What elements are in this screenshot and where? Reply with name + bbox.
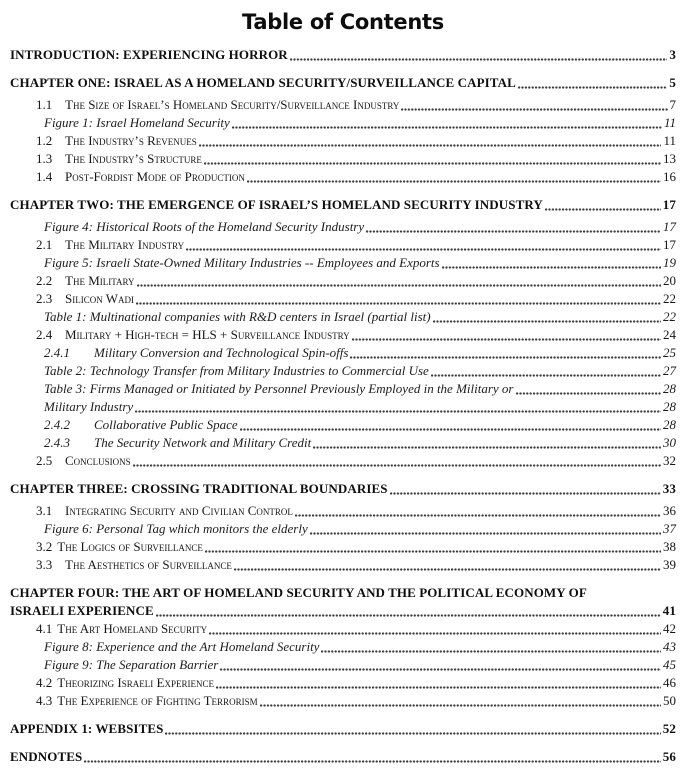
dot-leader: [204, 162, 661, 165]
dot-leader: [321, 650, 661, 653]
toc-entry-label: Collaborative Public Space: [94, 417, 238, 432]
toc-entry-number: 2.1: [36, 237, 53, 252]
dot-leader: [247, 180, 661, 183]
toc-page-number: 28: [663, 399, 676, 414]
dot-leader: [350, 356, 661, 359]
toc-entry: [10, 380, 676, 398]
toc-entry: [10, 674, 676, 692]
toc-entry-number: 1.3: [36, 151, 53, 166]
dot-leader: [234, 568, 661, 571]
toc-entry: [10, 272, 676, 290]
toc-entry: [10, 452, 676, 470]
toc-page-number: 30: [663, 435, 676, 450]
dot-leader: [84, 760, 660, 763]
dot-leader: [220, 668, 661, 671]
dot-leader: [136, 302, 661, 305]
toc-entry-label: CHAPTER FOUR: THE ART OF HOMELAND SECURITY AND THE POLITICAL ECONOMY OF: [10, 585, 587, 600]
toc-entry-number: 2.3: [36, 291, 53, 306]
toc-entry: [10, 416, 676, 434]
toc-entry-number: 1.2: [36, 133, 53, 148]
toc-page-number: 37: [663, 521, 676, 536]
toc-entry-label: Figure 8: Experience and the Art Homeland Security: [44, 639, 320, 654]
dot-leader: [518, 86, 668, 89]
dot-leader: [313, 446, 661, 449]
toc-entry: [10, 720, 676, 738]
toc-entry-label: INTRODUCTION: EXPERIENCING HORROR: [10, 47, 288, 62]
toc-entry: [10, 218, 676, 236]
toc-entry-number: 2.4.1: [44, 345, 70, 360]
toc-page-number: 52: [662, 721, 676, 736]
toc-entry-label: The Military: [65, 273, 135, 288]
toc-page-number: 28: [663, 417, 676, 432]
dot-leader: [186, 248, 661, 251]
toc-page-number: 42: [663, 621, 676, 636]
toc-page-number: 46: [663, 675, 676, 690]
toc-entry-label: The Art Homeland Security: [57, 621, 208, 636]
toc-entry-number: 2.4.2: [44, 417, 70, 432]
toc-entry: [10, 168, 676, 186]
toc-page-number: 43: [663, 639, 676, 654]
toc-entry-label: Silicon Wadi: [65, 291, 135, 306]
dot-leader: [240, 428, 661, 431]
toc-entry-number: 2.4.3: [44, 435, 70, 450]
dot-leader: [260, 704, 661, 707]
toc-page-number: 3: [669, 47, 676, 62]
toc-page-number: 17: [663, 237, 676, 252]
toc-entry-label: Post-Fordist Mode of Production: [65, 169, 245, 184]
toc-entry-label: The Industry’s Structure: [65, 151, 202, 166]
toc-entry-label: ENDNOTES: [10, 749, 83, 764]
dot-leader: [310, 532, 661, 535]
toc-entry-number: 2.4: [36, 327, 53, 342]
dot-leader: [442, 266, 661, 269]
dot-leader: [156, 614, 661, 617]
toc-entry: [10, 656, 676, 674]
toc-entry-number: 1.4: [36, 169, 53, 184]
toc-page-number: 39: [663, 557, 676, 572]
toc-page-number: 38: [663, 539, 676, 554]
table-of-contents: [10, 46, 676, 766]
toc-entry-number: 1.1: [36, 97, 53, 112]
toc-entry-number: 4.2: [36, 675, 53, 690]
dot-leader: [352, 338, 661, 341]
toc-entry-label: Military Industry: [44, 399, 134, 414]
toc-entry-label: Figure 9: The Separation Barrier: [44, 657, 219, 672]
toc-entry: [10, 556, 676, 574]
toc-entry-label: Table 3: Firms Managed or Initiated by Personnel Previously Employed in the Military or: [44, 381, 514, 396]
toc-entry: [10, 398, 676, 416]
toc-entry-label: Figure 6: Personal Tag which monitors the elderly: [44, 521, 308, 536]
toc-entry: [10, 114, 676, 132]
toc-entry-label: The Industry’s Revenues: [65, 133, 197, 148]
toc-entry: [10, 584, 676, 602]
page-title: Table of Contents: [242, 10, 444, 34]
toc-entry-label: The Aesthetics of Surveillance: [65, 557, 232, 572]
dot-leader: [205, 550, 661, 553]
toc-entry-label: Figure 1: Israel Homeland Security: [44, 115, 230, 130]
toc-entry-label: Figure 5: Israeli State-Owned Military Industries -- Employees and Exports: [44, 255, 440, 270]
toc-entry: [10, 692, 676, 710]
toc-entry: [10, 150, 676, 168]
toc-entry: [10, 326, 676, 344]
dot-leader: [295, 514, 661, 517]
toc-entry: [10, 362, 676, 380]
toc-entry: [10, 290, 676, 308]
dot-leader: [290, 58, 668, 61]
toc-page-number: 41: [662, 603, 676, 618]
toc-entry: [10, 602, 676, 620]
toc-entry-label: The Logics of Surveillance: [57, 539, 203, 554]
toc-entry: [10, 132, 676, 150]
toc-page-number: 16: [663, 169, 676, 184]
toc-page-number: 7: [669, 97, 676, 112]
dot-leader: [366, 230, 661, 233]
toc-page-number: 17: [662, 197, 676, 212]
dot-leader: [431, 374, 661, 377]
toc-entry-label: The Size of Israel’s Homeland Security/Surveillance Industry: [65, 97, 400, 112]
toc-entry-label: Theorizing Israeli Experience: [57, 675, 214, 690]
toc-entry-label: Military Conversion and Technological Spin-offs: [94, 345, 349, 360]
dot-leader: [401, 108, 667, 111]
toc-entry-label: Military + High-tech = HLS + Surveillance Industry: [65, 327, 350, 342]
toc-entry-number: 3.1: [36, 503, 53, 518]
toc-entry: [10, 74, 676, 92]
toc-entry-label: The Security Network and Military Credit: [94, 435, 312, 450]
toc-entry-label: Integrating Security and Civilian Control: [65, 503, 293, 518]
toc-entry: [10, 96, 676, 114]
toc-entry: [10, 46, 676, 64]
dot-leader: [209, 632, 661, 635]
toc-entry: [10, 520, 676, 538]
toc-entry-number: 4.3: [36, 693, 53, 708]
dot-leader: [199, 144, 662, 147]
toc-entry-label: Table 2: Technology Transfer from Military Industries to Commercial Use: [44, 363, 429, 378]
toc-entry-label: Conclusions: [65, 453, 131, 468]
toc-entry: [10, 502, 676, 520]
toc-entry-label: ISRAELI EXPERIENCE: [10, 603, 154, 618]
toc-entry-label: CHAPTER THREE: CROSSING TRADITIONAL BOUNDARIES: [10, 481, 388, 496]
toc-page-number: 11: [663, 133, 676, 148]
toc-entry-label: Table 1: Multinational companies with R&D centers in Israel (partial list): [44, 309, 431, 324]
toc-entry-label: CHAPTER TWO: THE EMERGENCE OF ISRAEL’S HOMELAND SECURITY INDUSTRY: [10, 197, 543, 212]
dot-leader: [232, 126, 662, 129]
dot-leader: [390, 492, 661, 495]
toc-page-number: 50: [663, 693, 676, 708]
toc-entry: [10, 480, 676, 498]
toc-page-number: 33: [662, 481, 676, 496]
toc-entry-label: The Experience of Fighting Terrorism: [57, 693, 258, 708]
toc-entry-number: 3.3: [36, 557, 53, 572]
toc-page-number: 45: [663, 657, 676, 672]
toc-page-number: 17: [663, 219, 676, 234]
toc-entry: [10, 196, 676, 214]
toc-entry-label: APPENDIX 1: WEBSITES: [10, 721, 164, 736]
toc-page-number: 22: [663, 291, 676, 306]
toc-page-number: 22: [663, 309, 676, 324]
toc-entry-number: 2.5: [36, 453, 53, 468]
toc-page-number: 28: [663, 381, 676, 396]
toc-page-number: 36: [663, 503, 676, 518]
toc-page-number: 19: [663, 255, 676, 270]
toc-entry: [10, 236, 676, 254]
toc-page-number: 5: [669, 75, 676, 90]
toc-page-number: 25: [663, 345, 676, 360]
toc-entry: [10, 344, 676, 362]
toc-page-number: 56: [662, 749, 676, 764]
toc-entry-label: CHAPTER ONE: ISRAEL AS A HOMELAND SECURITY/SURVEILLANCE CAPITAL: [10, 75, 516, 90]
toc-entry: [10, 748, 676, 766]
toc-page-number: 11: [663, 115, 676, 130]
dot-leader: [433, 320, 661, 323]
dot-leader: [135, 410, 661, 413]
toc-page-number: 27: [663, 363, 676, 378]
toc-page-number: 20: [663, 273, 676, 288]
toc-entry-label: Figure 4: Historical Roots of the Homeland Security Industry: [44, 219, 365, 234]
dot-leader: [216, 686, 661, 689]
dot-leader: [165, 732, 660, 735]
toc-page-number: 24: [663, 327, 676, 342]
toc-entry: [10, 308, 676, 326]
toc-entry-number: 2.2: [36, 273, 53, 288]
toc-entry-number: 4.1: [36, 621, 53, 636]
toc-entry: [10, 538, 676, 556]
dot-leader: [137, 284, 661, 287]
toc-entry: [10, 638, 676, 656]
toc-entry-label: The Military Industry: [65, 237, 185, 252]
dot-leader: [545, 208, 661, 211]
toc-entry-number: 3.2: [36, 539, 53, 554]
toc-entry: [10, 620, 676, 638]
dot-leader: [516, 392, 662, 395]
toc-page-number: 32: [663, 453, 676, 468]
toc-entry: [10, 254, 676, 272]
dot-leader: [133, 464, 661, 467]
toc-page-number: 13: [663, 151, 676, 166]
toc-entry: [10, 434, 676, 452]
